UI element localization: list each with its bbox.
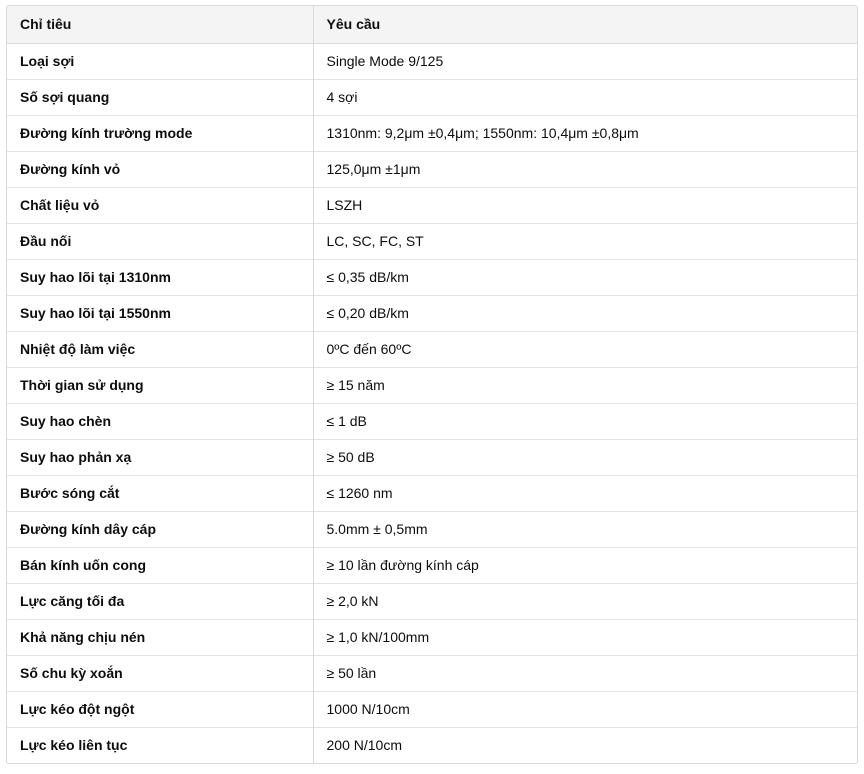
requirement-cell: 125,0μm ±1μm: [313, 151, 857, 187]
requirement-cell: 1000 N/10cm: [313, 691, 857, 727]
header-requirement: Yêu cầu: [313, 6, 857, 43]
table-row: [7, 475, 857, 511]
criteria-cell: Suy hao chèn: [7, 403, 313, 439]
table-row: [7, 583, 857, 619]
criteria-cell: Lực kéo liên tục: [7, 727, 313, 763]
criteria-cell: Số sợi quang: [7, 79, 313, 115]
requirement-cell: ≥ 10 lần đường kính cáp: [313, 547, 857, 583]
criteria-cell: Nhiệt độ làm việc: [7, 331, 313, 367]
table-row: [7, 655, 857, 691]
requirement-cell: 4 sợi: [313, 79, 857, 115]
table-row: [7, 295, 857, 331]
requirement-cell: ≤ 0,20 dB/km: [313, 295, 857, 331]
header-row: [7, 6, 857, 43]
spec-table: [7, 6, 857, 763]
requirement-cell: ≥ 1,0 kN/100mm: [313, 619, 857, 655]
criteria-cell: Chất liệu vỏ: [7, 187, 313, 223]
criteria-cell: Lực căng tối đa: [7, 583, 313, 619]
table-row: [7, 547, 857, 583]
table-row: [7, 439, 857, 475]
criteria-cell: Bước sóng cắt: [7, 475, 313, 511]
table-header: [7, 6, 857, 43]
table-row: [7, 367, 857, 403]
table-row: [7, 727, 857, 763]
criteria-cell: Bán kính uốn cong: [7, 547, 313, 583]
criteria-cell: Đường kính dây cáp: [7, 511, 313, 547]
table-row: [7, 79, 857, 115]
criteria-cell: Suy hao lõi tại 1550nm: [7, 295, 313, 331]
table-row: [7, 691, 857, 727]
criteria-cell: Thời gian sử dụng: [7, 367, 313, 403]
criteria-cell: Lực kéo đột ngột: [7, 691, 313, 727]
requirement-cell: 5.0mm ± 0,5mm: [313, 511, 857, 547]
table-row: [7, 115, 857, 151]
criteria-cell: Loại sợi: [20, 53, 75, 69]
requirement-cell: ≥ 50 dB: [313, 439, 857, 475]
criteria-cell: Suy hao lõi tại 1310nm: [7, 259, 313, 295]
table-row: [7, 187, 857, 223]
criteria-cell: Đầu nối: [7, 223, 313, 259]
criteria-cell: Khả năng chịu nén: [7, 619, 313, 655]
requirement-cell: 0ºC đến 60ºC: [313, 331, 857, 367]
requirement-cell: LSZH: [313, 187, 857, 223]
requirement-cell: 1310nm: 9,2μm ±0,4μm; 1550nm: 10,4μm ±0,8μm: [313, 115, 857, 151]
requirement-cell: ≤ 1 dB: [313, 403, 857, 439]
criteria-cell: Số chu kỳ xoắn: [7, 655, 313, 691]
criteria-cell: Suy hao phản xạ: [7, 439, 313, 475]
requirement-cell: 200 N/10cm: [313, 727, 857, 763]
table-row: [7, 619, 857, 655]
table-row: [7, 223, 857, 259]
criteria-cell: Đường kính vỏ: [7, 151, 313, 187]
table-row: [7, 403, 857, 439]
table-row: [7, 331, 857, 367]
requirement-cell: ≥ 2,0 kN: [313, 583, 857, 619]
header-criteria: Chỉ tiêu: [7, 6, 313, 43]
table-row: [7, 259, 857, 295]
table-row: [7, 43, 857, 79]
spec-table-container: [6, 5, 858, 764]
requirement-cell: ≥ 15 năm: [313, 367, 857, 403]
requirement-cell: ≤ 1260 nm: [313, 475, 857, 511]
requirement-cell: Single Mode 9/125: [313, 43, 857, 79]
table-body: [7, 43, 857, 763]
table-row: [7, 151, 857, 187]
requirement-cell: ≤ 0,35 dB/km: [313, 259, 857, 295]
requirement-cell: LC, SC, FC, ST: [313, 223, 857, 259]
requirement-cell: ≥ 50 lần: [313, 655, 857, 691]
criteria-cell: Đường kính trường mode: [7, 115, 313, 151]
table-row: [7, 511, 857, 547]
